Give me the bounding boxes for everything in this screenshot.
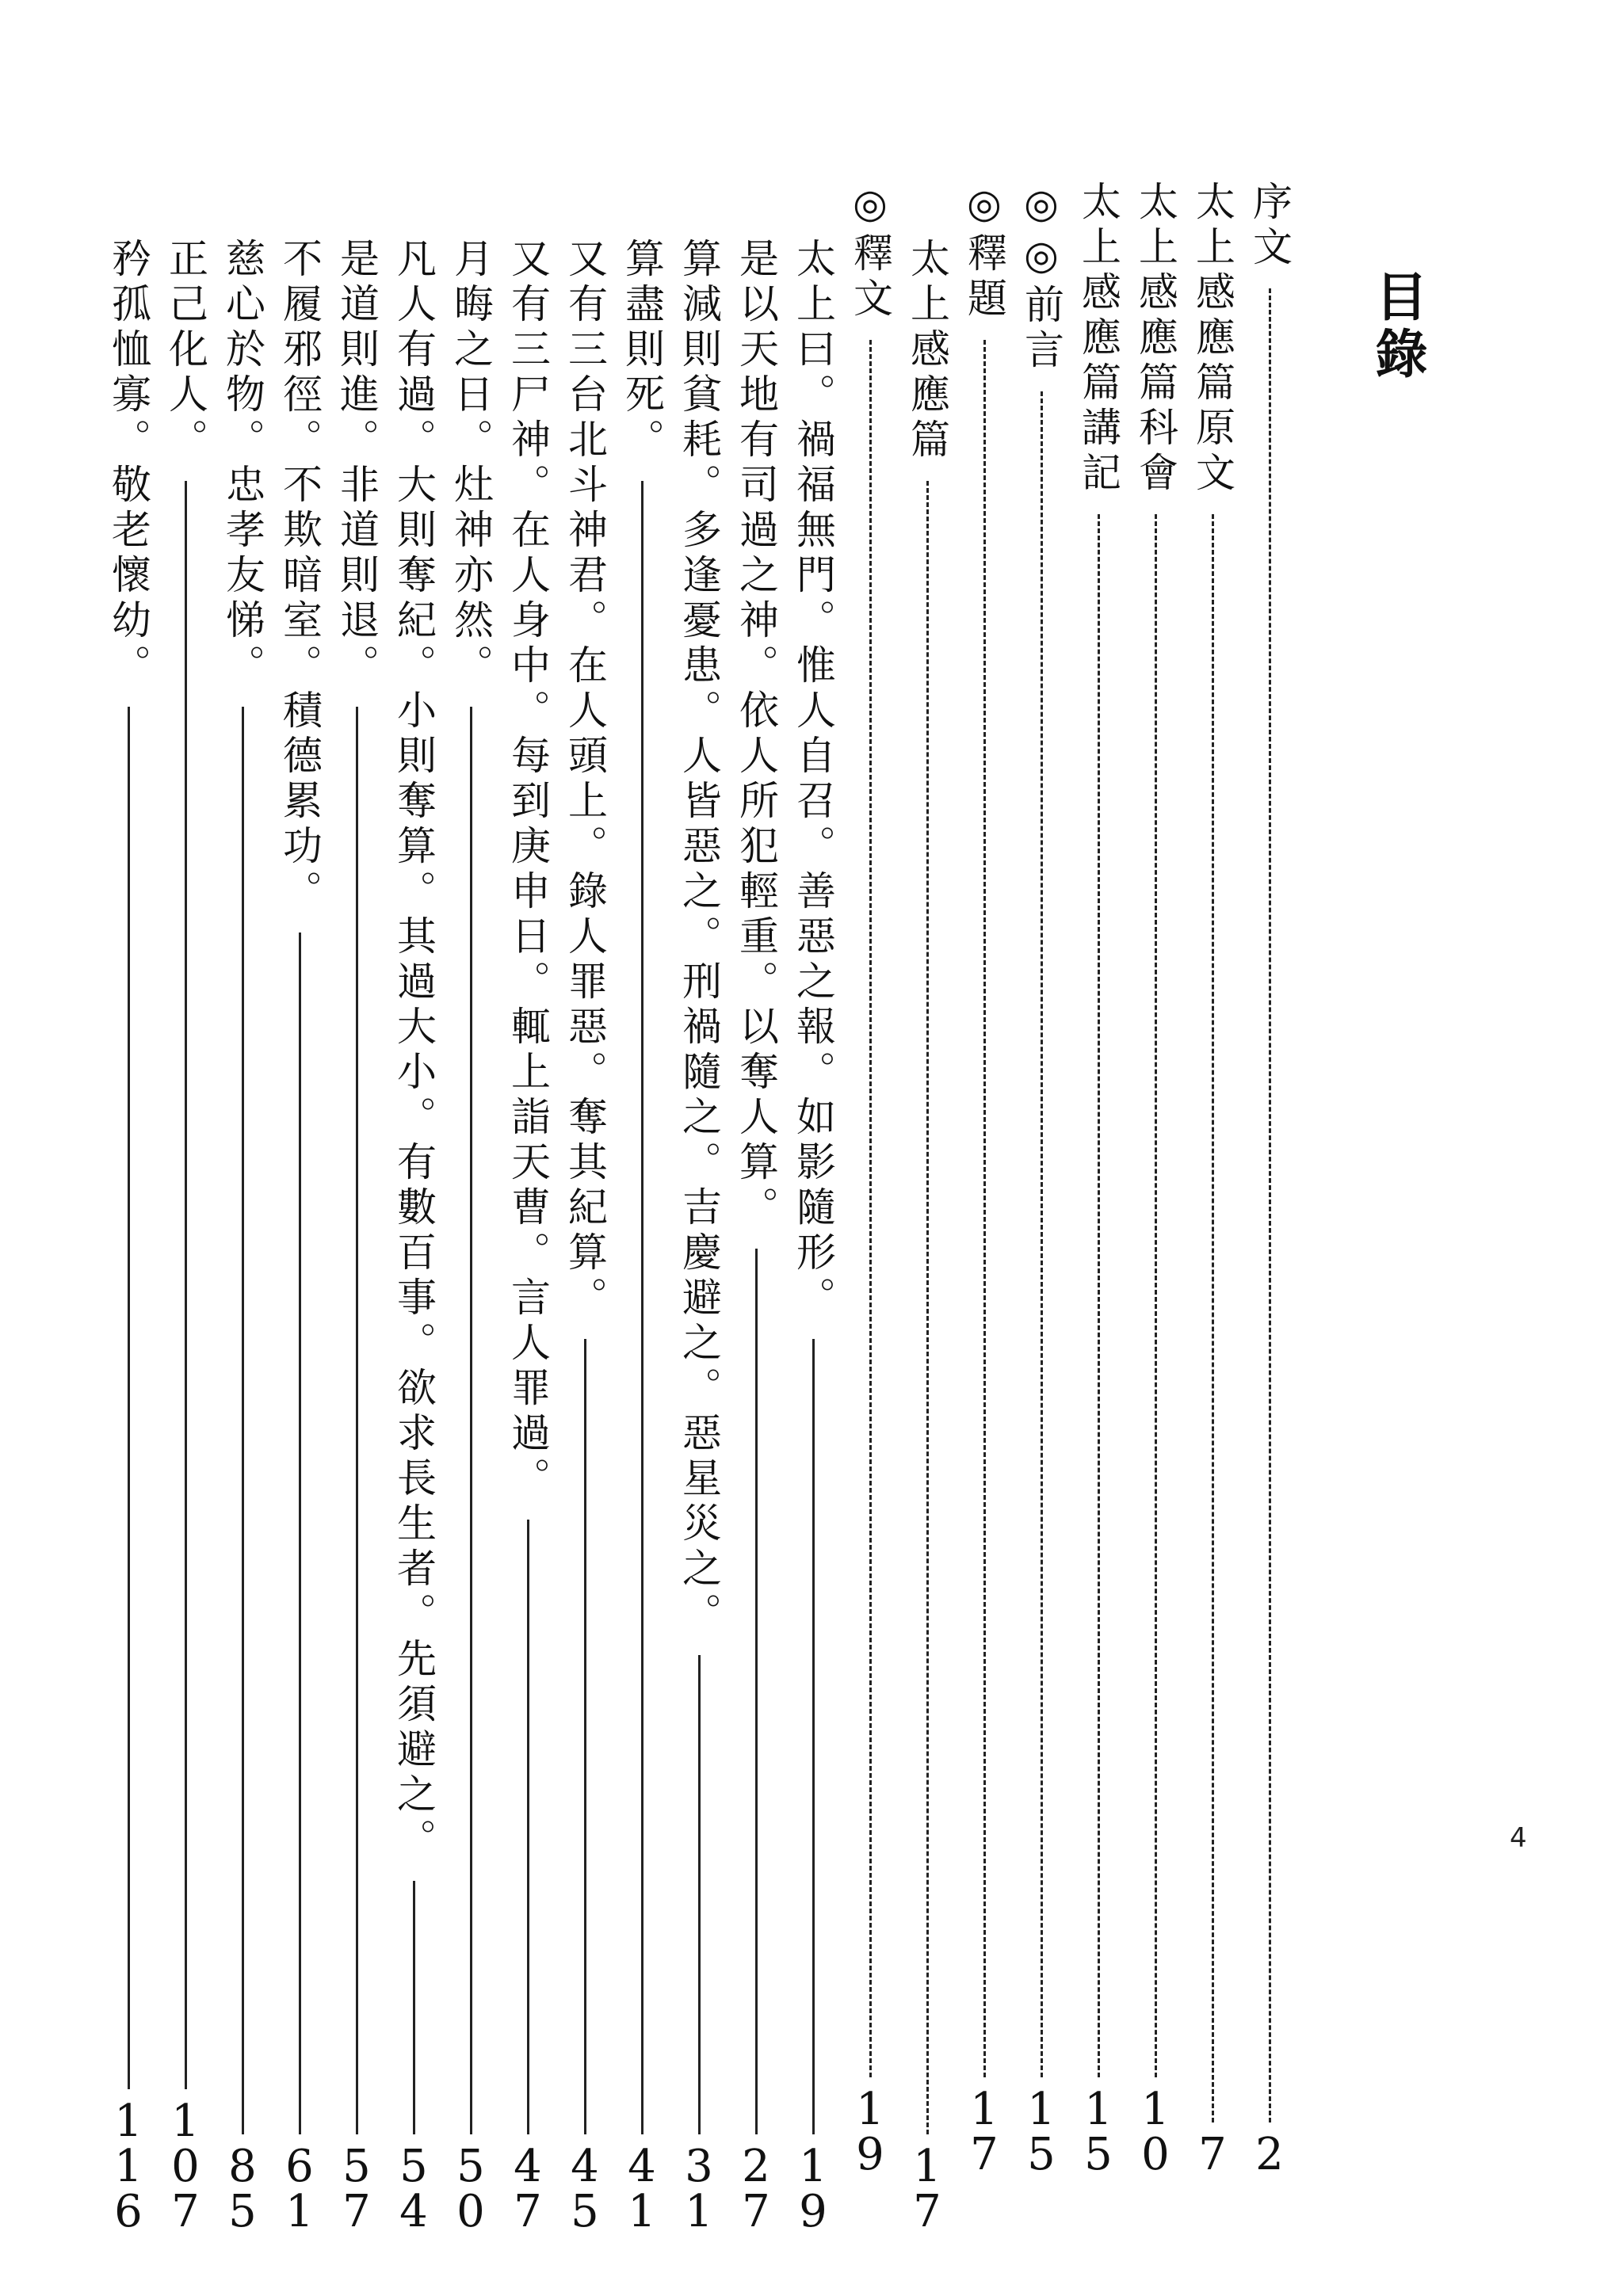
toc-entry[interactable] (673, 238, 725, 2237)
toc-entry-title: 又有三尸神。在人身中。每到庚申日。輒上詣天曹。言人罪過。 (505, 238, 551, 1502)
toc-entry-page (171, 2095, 200, 2237)
toc-entry-page (514, 2140, 542, 2237)
toc-entry-title: 又有三台北斗神君。在人頭上。錄人罪惡。奪其紀算。 (562, 238, 608, 1322)
toc-entry-page (1255, 2128, 1284, 2180)
toc-entry[interactable] (559, 238, 611, 2237)
page-digit: 1 (970, 2083, 999, 2135)
toc-entry-page (1027, 2083, 1056, 2180)
toc-entry-page (456, 2140, 485, 2237)
page-digit: 5 (342, 2140, 371, 2192)
leader-line (356, 707, 358, 2134)
page-digit: 5 (456, 2140, 485, 2192)
leader-line (1212, 514, 1214, 2122)
page-digit: 2 (1255, 2128, 1284, 2180)
leader-line (698, 1655, 701, 2134)
page-digit: 4 (399, 2185, 428, 2237)
page-digit: 9 (799, 2185, 827, 2237)
page-digit: 7 (913, 2185, 941, 2237)
leader-line (812, 1339, 815, 2134)
toc-entry-title: 矜孤恤寡。敬老懷幼。 (105, 238, 151, 689)
page-digit: 4 (571, 2140, 599, 2192)
leader-line (584, 1339, 586, 2134)
toc-entry[interactable] (330, 238, 383, 2237)
toc-entry-title: 序文 (1247, 181, 1293, 271)
toc-entry-title: 是以天地有司過之神。依人所犯輕重。以奪人算。 (733, 238, 779, 1231)
toc-entry-title: ◎釋題 (961, 181, 1007, 322)
leader-line (1155, 514, 1157, 2077)
page-digit: 1 (856, 2083, 884, 2135)
page-digit: 0 (1141, 2128, 1170, 2180)
toc-entry[interactable] (1072, 181, 1125, 2180)
toc-entry[interactable] (445, 238, 497, 2237)
toc-entry[interactable] (901, 238, 953, 2237)
page-digit: 5 (1027, 2128, 1056, 2180)
toc-entry-page (342, 2140, 371, 2237)
toc-entry-page (285, 2140, 314, 2237)
leader-line (755, 1249, 758, 2134)
toc-entry-title: ◎釋文 (847, 181, 893, 322)
toc-entry[interactable] (102, 238, 155, 2237)
page-digit: 2 (742, 2140, 770, 2192)
toc-entry[interactable] (1186, 181, 1239, 2180)
page-digit: 1 (685, 2185, 713, 2237)
page-digit: 1 (1141, 2083, 1170, 2135)
page-digit: 1 (114, 2140, 143, 2192)
toc-entry-title: 太上感應篇科會 (1132, 181, 1178, 497)
toc-entry-title: 凡人有過。大則奪紀。小則奪算。其過大小。有數百事。欲求長生者。先須避之。 (391, 238, 437, 1863)
toc-entry[interactable] (216, 238, 269, 2237)
page-digit: 1 (171, 2095, 200, 2147)
page-digit: 1 (628, 2185, 656, 2237)
page-digit: 7 (171, 2185, 200, 2237)
toc-entry-title: 不履邪徑。不欺暗室。積德累功。 (277, 238, 323, 915)
toc-entry[interactable] (844, 181, 896, 2180)
leader-line (641, 481, 643, 2134)
toc-entry-page (1198, 2128, 1227, 2180)
leader-line (527, 1520, 529, 2134)
toc-entry[interactable] (1015, 181, 1067, 2180)
page-digit: 5 (228, 2185, 257, 2237)
toc-entry-title: 月晦之日。灶神亦然。 (448, 238, 494, 689)
toc-entry[interactable] (787, 238, 839, 2237)
toc-entry-page (970, 2083, 999, 2180)
toc-entry-title: 太上感應篇講記 (1075, 181, 1121, 497)
page-digit: 4 (628, 2140, 656, 2192)
leader-line (242, 707, 244, 2134)
toc-entry[interactable] (159, 238, 212, 2237)
page-digit: 7 (742, 2185, 770, 2237)
page-digit: 1 (114, 2095, 143, 2147)
toc-entry-page (799, 2140, 827, 2237)
page-digit: 5 (1084, 2128, 1113, 2180)
leader-line (413, 1881, 415, 2134)
leader-line (869, 340, 872, 2077)
toc-entry-title: 太上感應篇 (904, 238, 950, 463)
toc-entry[interactable] (388, 238, 440, 2237)
toc-entry[interactable] (1243, 181, 1296, 2180)
page-digit: 5 (399, 2140, 428, 2192)
page-digit: 8 (228, 2140, 257, 2192)
page-digit: 6 (114, 2185, 143, 2237)
page-digit: 1 (1027, 2083, 1056, 2135)
toc-entry-title: 算盡則死。 (619, 238, 665, 463)
leader-line (185, 481, 187, 2089)
page-digit: 6 (285, 2140, 314, 2192)
toc-entry-title: 太上曰。禍福無門。惟人自召。善惡之報。如影隨形。 (790, 238, 836, 1322)
leader-line (128, 707, 130, 2089)
leader-line (1041, 391, 1043, 2077)
toc-entry-page (685, 2140, 713, 2237)
toc-entry-title: 正己化人。 (162, 238, 208, 463)
leader-line (983, 340, 986, 2077)
leader-line (1269, 288, 1271, 2122)
toc-entry-title: 算減則貧耗。多逢憂患。人皆惡之。刑禍隨之。吉慶避之。惡星災之。 (676, 238, 722, 1638)
page-digit: 1 (799, 2140, 827, 2192)
page-digit: 4 (514, 2140, 542, 2192)
leader-line (470, 707, 472, 2134)
toc-entry-page (1141, 2083, 1170, 2180)
page-digit: 7 (1198, 2128, 1227, 2180)
toc-entry-title: 太上感應篇原文 (1190, 181, 1235, 497)
toc-entry-page (114, 2095, 143, 2237)
page-digit: 1 (1084, 2083, 1113, 2135)
toc-entry-title: 是道則進。非道則退。 (334, 238, 380, 689)
toc-entry-page (1084, 2083, 1113, 2180)
toc-entry-page (856, 2083, 884, 2180)
page-digit: 5 (571, 2185, 599, 2237)
page-digit: 1 (913, 2140, 941, 2192)
page-digit: 0 (456, 2185, 485, 2237)
page-number: 4 (1510, 1822, 1527, 1854)
toc-entry[interactable] (502, 238, 554, 2237)
page-digit: 1 (285, 2185, 314, 2237)
leader-line (926, 481, 929, 2134)
page-digit: 7 (970, 2128, 999, 2180)
toc-entry[interactable] (730, 238, 782, 2237)
toc-entry-page (628, 2140, 656, 2237)
toc-entry-page (571, 2140, 599, 2237)
toc-entry[interactable] (958, 181, 1010, 2180)
toc-entry[interactable] (273, 238, 326, 2237)
toc-entry-title: ◎◎前言 (1018, 181, 1064, 374)
leader-line (299, 933, 301, 2134)
toc-entry[interactable] (616, 238, 668, 2237)
page-digit: 7 (514, 2185, 542, 2237)
toc-entry-page (399, 2140, 428, 2237)
page-digit: 7 (342, 2185, 371, 2237)
page-title: 目錄 (1366, 269, 1427, 383)
page-digit: 9 (856, 2128, 884, 2180)
toc-entry[interactable] (1129, 181, 1182, 2180)
page-digit: 3 (685, 2140, 713, 2192)
toc-entry-page (913, 2140, 941, 2237)
toc-entry-page (228, 2140, 257, 2237)
toc-entry-title: 慈心於物。忠孝友悌。 (220, 238, 265, 689)
toc-entry-page (742, 2140, 770, 2237)
leader-line (1098, 514, 1100, 2077)
page-digit: 0 (171, 2140, 200, 2192)
